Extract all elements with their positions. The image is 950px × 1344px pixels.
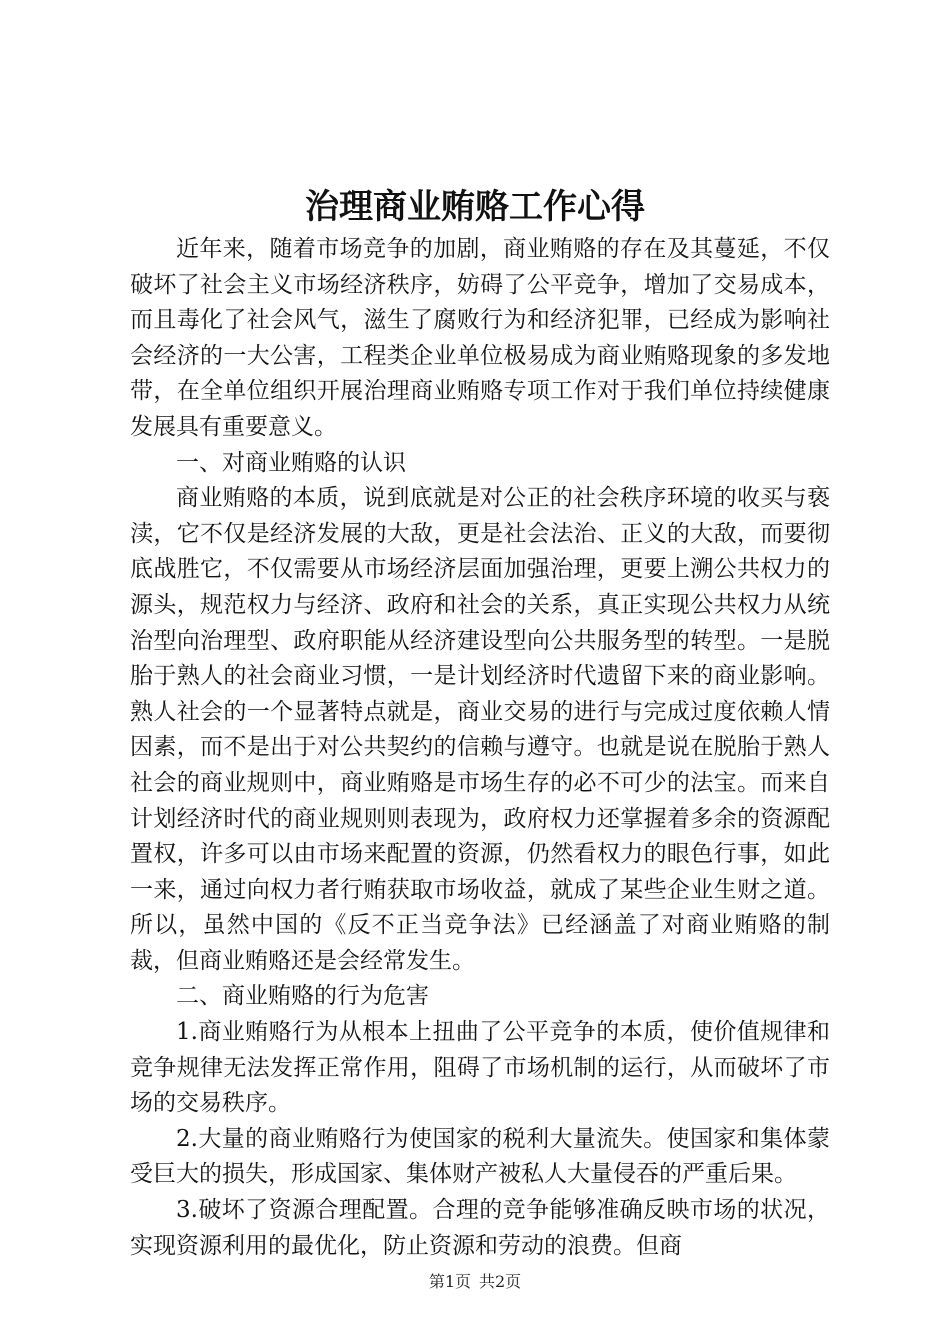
page-total: 共2页 — [479, 1272, 522, 1291]
paragraph-point-1: 1.商业贿赂行为从根本上扭曲了公平竞争的本质，使价值规律和竞争规律无法发挥正常作用，阻碍了市场机制的运行，从而破坏了市场的交易秩序。 — [130, 1019, 830, 1117]
page-current: 第1页 — [428, 1272, 471, 1291]
paragraph-section-1: 商业贿赂的本质，说到底就是对公正的社会秩序环境的收买与亵渎，它不仅是经济发展的大敌，更是社会法治、正义的大敌，而要彻底战胜它，不仅需要从市场经济层面加强治理，更要上溯公共权力的源头，规范权力与经济、政府和社会的关系，真正实现公共权力从统治型向治理型、政府职能从经济建设型向公共服务型的转型。一是脱胎于熟人的社会商业习惯，一是计划经济时代遗留下来的商业影响。熟人社会的一个显著特点就是，商业交易的进行与完成过度依赖人情因素，而不是出于对公共契约的信赖与遵守。也就是说在脱胎于熟人社会的商业规则中，商业贿赂是市场生存的必不可少的法宝。而来自计划经济时代的商业规则则表现为，政府权力还掌握着多余的资源配置权，许多可以由市场来配置的资源，仍然看权力的眼色行事，如此一来，通过向权力者行贿获取市场收益，就成了某些企业生财之道。所以，虽然中国的《反不正当竞争法》已经涵盖了对商业贿赂的制裁，但商业贿赂还是会经常发生。 — [130, 485, 830, 974]
document-body — [130, 232, 830, 1264]
page-number-footer — [0, 1271, 950, 1293]
paragraph-point-3: 3.破坏了资源合理配置。合理的竞争能够准确反映市场的状况，实现资源利用的最优化，防止资源和劳动的浪费。但商 — [130, 1197, 830, 1259]
section-heading-2: 二、商业贿赂的行为危害 — [176, 983, 429, 1010]
section-heading-1: 一、对商业贿赂的认识 — [176, 449, 406, 476]
document-title: 治理商业贿赂工作心得 — [305, 187, 645, 227]
paragraph-point-2: 2.大量的商业贿赂行为使国家的税利大量流失。使国家和集体蒙受巨大的损失，形成国家、集体财产被私人大量侵吞的严重后果。 — [130, 1125, 830, 1188]
paragraph-intro: 近年来，随着市场竞争的加剧，商业贿赂的存在及其蔓延，不仅破坏了社会主义市场经济秩序，妨碍了公平竞争，增加了交易成本，而且毒化了社会风气，滋生了腐败行为和经济犯罪，已经成为影响社会经济的一大公害，工程类企业单位极易成为商业贿赂现象的多发地带，在全单位组织开展治理商业贿赂专项工作对于我们单位持续健康发展具有重要意义。 — [130, 236, 830, 440]
